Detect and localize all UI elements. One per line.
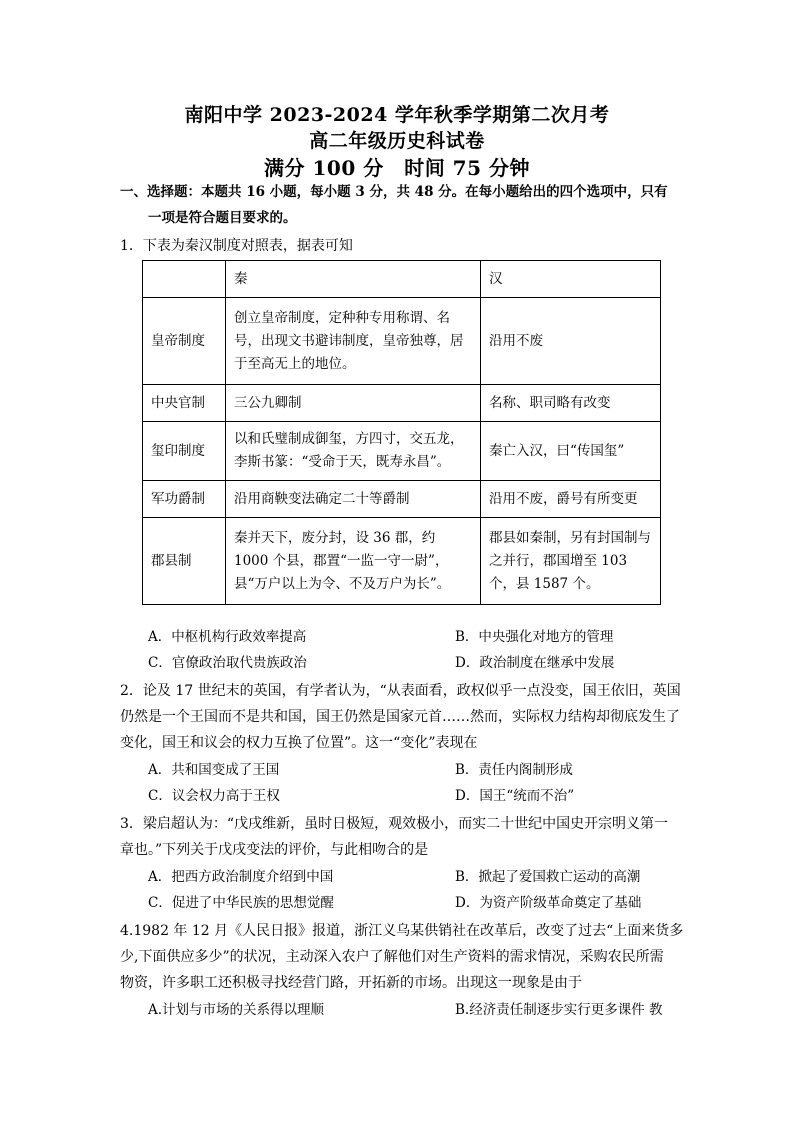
section-instruction-cont: 一项是符合题目要求的。 <box>148 210 297 226</box>
table-cell: 秦并天下，废分封，设 36 郡，约 1000 个县，郡置“一监一守一尉”，县“万户以上为令、不及万户为长”。 <box>226 518 481 605</box>
q2-stem-line3: 变化，国王和议会的权力互换了位置”。这一“变化”表现在 <box>120 735 478 751</box>
table-row <box>143 481 661 518</box>
q2-option-d: D．国王“统而不治” <box>455 788 575 804</box>
table-row <box>143 298 661 385</box>
table-row <box>143 518 661 605</box>
table-cell: 三公九卿制 <box>226 385 481 422</box>
table-cell: 郡县制 <box>143 518 226 605</box>
q3-option-b: B．掀起了爱国救亡运动的高潮 <box>455 869 641 885</box>
table-cell: 郡县如秦制，另有封国制与之并行，郡国增至 103 个，县 1587 个。 <box>481 518 661 605</box>
table-header-row <box>143 261 661 298</box>
q2-stem-line2: 仍然是一个王国而不是共和国，国王仍然是国家元首……然而，实际权力结构却彻底发生了 <box>120 709 680 725</box>
table-cell: 军功爵制 <box>143 481 226 518</box>
section-instruction: 一、选择题：本题共 16 小题，每小题 3 分，共 48 分。在每小题给出的四个选项中，只有 <box>120 184 668 200</box>
q4-stem-line1: 4.1982 年 12 月《人民日报》报道，浙江义乌某供销社在改革后，改变了过去“上面来货多 <box>120 923 684 939</box>
q4-option-b: B.经济责任制逐步实行更多课件 教 <box>455 1002 663 1018</box>
table-cell: 沿用不废，爵号有所变更 <box>481 481 661 518</box>
q3-option-c: C．促进了中华民族的思想觉醒 <box>148 895 334 911</box>
q2-option-c: C．议会权力高于王权 <box>148 788 280 804</box>
q3-stem-line2: 章也。”下列关于戊戌变法的评价，与此相吻合的是 <box>120 842 429 858</box>
q1-option-b: B．中央强化对地方的管理 <box>455 629 614 645</box>
table-cell: 沿用商鞅变法确定二十等爵制 <box>226 481 481 518</box>
table-cell: 皇帝制度 <box>143 298 226 385</box>
q2-option-b: B．责任内阁制形成 <box>455 762 573 778</box>
q1-table <box>142 260 661 605</box>
q3-option-a: A．把西方政治制度介绍到中国 <box>148 869 334 885</box>
table-cell: 以和氏璧制成御玺，方四寸，交五龙，李斯书篆：“受命于天，既寿永昌”。 <box>226 422 481 481</box>
q3-stem-line1: 3．梁启超认为：“戊戌维新，虽时日极短，观效极小，而实二十世纪中国史开宗明义第一 <box>120 816 669 832</box>
exam-subtitle: 高二年级历史科试卷 <box>309 130 485 152</box>
table-header-cell: 秦 <box>226 261 481 298</box>
q1-stem: 1．下表为秦汉制度对照表，据表可知 <box>120 238 353 254</box>
q4-stem-line2: 少,下面供应多少”的状况，主动深入农户了解他们对生产资料的需求情况，采购农民所需 <box>120 949 664 965</box>
q4-option-a: A.计划与市场的关系得以理顺 <box>148 1002 325 1018</box>
table-row <box>143 385 661 422</box>
exam-title: 南阳中学 2023-2024 学年秋季学期第二次月考 <box>184 104 610 126</box>
exam-score-time: 满分 100 分 时间 75 分钟 <box>264 156 530 180</box>
q1-option-a: A．中枢机构行政效率提高 <box>148 629 307 645</box>
table-cell: 沿用不废 <box>481 298 661 385</box>
table-header-cell: 汉 <box>481 261 661 298</box>
table-cell: 中央官制 <box>143 385 226 422</box>
q4-stem-line3: 物资，许多职工还积极寻找经营门路，开拓新的市场。出现这一现象是由于 <box>120 975 582 991</box>
table-cell: 玺印制度 <box>143 422 226 481</box>
table-cell: 秦亡入汉，曰“传国玺” <box>481 422 661 481</box>
q1-option-c: C．官僚政治取代贵族政治 <box>148 655 307 671</box>
q2-stem-line1: 2．论及 17 世纪末的英国，有学者认为，“从表面看，政权似乎一点没变，国王依旧，英国 <box>120 683 681 699</box>
table-header-cell <box>143 261 226 298</box>
q1-option-d: D．政治制度在继承中发展 <box>455 655 615 671</box>
table-cell: 名称、职司略有改变 <box>481 385 661 422</box>
table-cell: 创立皇帝制度，定种种专用称谓、名号，出现文书避讳制度，皇帝独尊，居于至高无上的地位。 <box>226 298 481 385</box>
q3-option-d: D．为资产阶级革命奠定了基础 <box>455 895 642 911</box>
table-row <box>143 422 661 481</box>
q2-option-a: A．共和国变成了王国 <box>148 762 280 778</box>
